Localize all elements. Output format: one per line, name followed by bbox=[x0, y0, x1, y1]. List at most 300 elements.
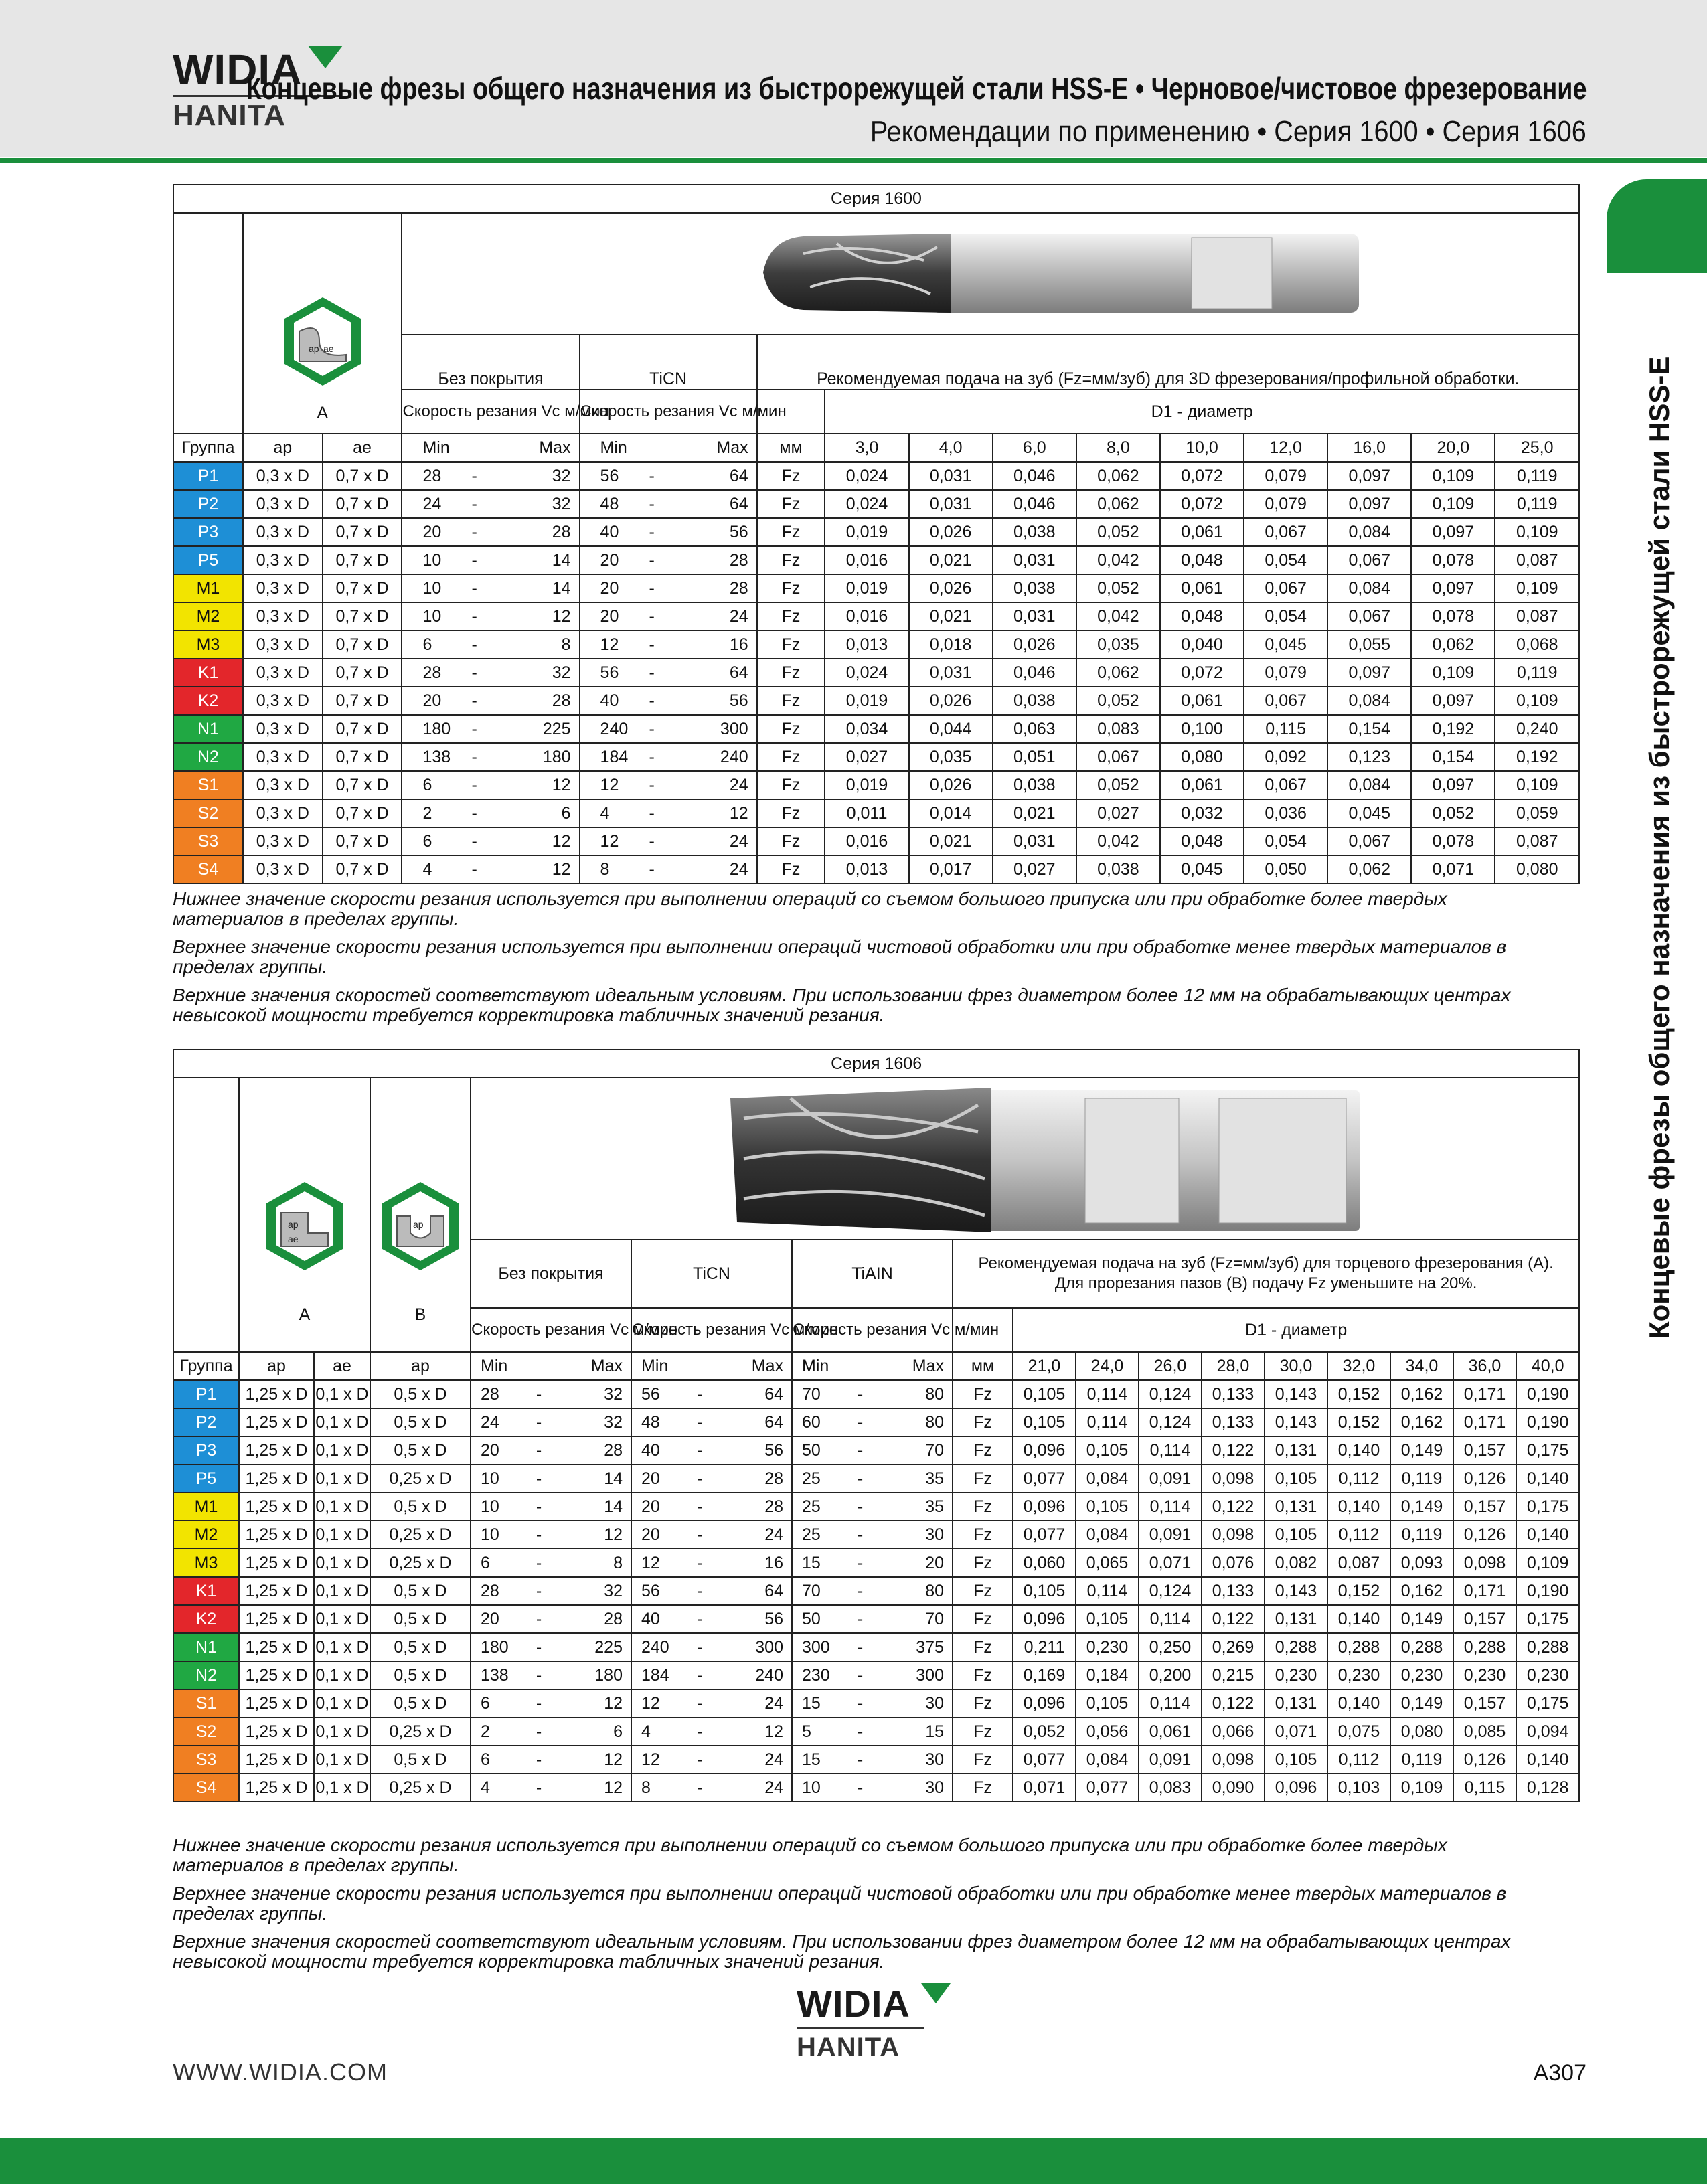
ap-value: 0,3 x D bbox=[243, 602, 323, 631]
feed-value: 0,062 bbox=[1411, 631, 1495, 659]
range-dash: - bbox=[519, 1633, 559, 1661]
material-group-badge: P2 bbox=[173, 1408, 239, 1436]
ap-b-value: 0,25 x D bbox=[370, 1549, 471, 1577]
speed-min: 20 bbox=[631, 1521, 679, 1549]
speed-min: 300 bbox=[792, 1633, 840, 1661]
range-dash: - bbox=[621, 659, 683, 687]
feed-value: 0,096 bbox=[1013, 1436, 1076, 1464]
ap-value: 0,3 x D bbox=[243, 799, 323, 827]
feed-value: 0,169 bbox=[1013, 1661, 1076, 1689]
feed-value: 0,042 bbox=[1076, 546, 1160, 574]
feed-value: 0,013 bbox=[825, 631, 908, 659]
feed-value: 0,019 bbox=[825, 574, 908, 602]
fz-label: Fz bbox=[757, 574, 825, 602]
fz-label: Fz bbox=[757, 631, 825, 659]
material-group-badge: S1 bbox=[173, 771, 243, 799]
diameter-header: 21,0 bbox=[1013, 1352, 1076, 1380]
table-row bbox=[173, 1577, 1579, 1605]
feed-value: 0,192 bbox=[1495, 743, 1579, 771]
fz-label: Fz bbox=[757, 602, 825, 631]
feed-value: 0,114 bbox=[1139, 1689, 1202, 1717]
range-dash: - bbox=[621, 574, 683, 602]
range-dash: - bbox=[679, 1717, 720, 1746]
table-row bbox=[173, 1549, 1579, 1577]
feed-value: 0,013 bbox=[825, 855, 908, 884]
speed-max: 24 bbox=[683, 771, 756, 799]
feed-value: 0,027 bbox=[993, 855, 1076, 884]
feed-value: 0,114 bbox=[1139, 1493, 1202, 1521]
ap-b-value: 0,5 x D bbox=[370, 1746, 471, 1774]
col-ae: ae bbox=[323, 434, 402, 462]
feed-value: 0,230 bbox=[1516, 1661, 1579, 1689]
material-group-badge: N1 bbox=[173, 715, 243, 743]
range-dash: - bbox=[519, 1549, 559, 1577]
speed-label-tialn: Скорость резания Vc м/мин bbox=[792, 1308, 953, 1352]
feed-value: 0,084 bbox=[1076, 1464, 1139, 1493]
speed-min: 20 bbox=[471, 1436, 519, 1464]
speed-min: 20 bbox=[402, 687, 443, 715]
speed-max: 32 bbox=[559, 1408, 631, 1436]
material-group-badge: P3 bbox=[173, 518, 243, 546]
ap-b-value: 0,5 x D bbox=[370, 1380, 471, 1408]
ap-value: 1,25 x D bbox=[239, 1408, 314, 1436]
operation-b-label: B bbox=[414, 1305, 426, 1324]
footer-website-link[interactable]: WWW.WIDIA.COM bbox=[173, 2058, 388, 2086]
range-dash: - bbox=[621, 546, 683, 574]
range-dash: - bbox=[443, 687, 505, 715]
ae-value: 0,1 x D bbox=[314, 1661, 370, 1689]
speed-min: 6 bbox=[402, 631, 443, 659]
speed-min: 6 bbox=[471, 1549, 519, 1577]
range-dash: - bbox=[519, 1493, 559, 1521]
range-dash: - bbox=[840, 1689, 880, 1717]
feed-value: 0,109 bbox=[1516, 1549, 1579, 1577]
col-mm: мм bbox=[757, 434, 825, 462]
feed-value: 0,140 bbox=[1327, 1605, 1390, 1633]
feed-title-line1: Рекомендуемая подача на зуб (Fz=мм/зуб) для торцевого фрезерования (A). bbox=[978, 1254, 1554, 1272]
ae-value: 0,7 x D bbox=[323, 715, 402, 743]
table-row bbox=[173, 518, 1579, 546]
feed-value: 0,114 bbox=[1076, 1577, 1139, 1605]
note-ideal-conditions: Верхние значения скоростей соответствуют идеальным условиям. При использовании фрез диаметром более 12 мм на обрабатывающих центрах невысокой мощности требуется корректировка табличных значений резания. bbox=[173, 1931, 1511, 1972]
ap-value: 1,25 x D bbox=[239, 1549, 314, 1577]
table-row bbox=[173, 743, 1579, 771]
range-dash: - bbox=[679, 1436, 720, 1464]
speed-min: 70 bbox=[792, 1577, 840, 1605]
ae-value: 0,7 x D bbox=[323, 462, 402, 490]
col-group: Группа bbox=[173, 434, 243, 462]
feed-value: 0,109 bbox=[1411, 490, 1495, 518]
range-dash: - bbox=[443, 490, 505, 518]
speed-min: 6 bbox=[471, 1689, 519, 1717]
feed-value: 0,124 bbox=[1139, 1380, 1202, 1408]
feed-value: 0,060 bbox=[1013, 1549, 1076, 1577]
feed-value: 0,027 bbox=[1076, 799, 1160, 827]
range-dash: - bbox=[621, 715, 683, 743]
feed-value: 0,105 bbox=[1076, 1689, 1139, 1717]
feed-value: 0,062 bbox=[1076, 462, 1160, 490]
ap-b-value: 0,5 x D bbox=[370, 1436, 471, 1464]
feed-value: 0,119 bbox=[1495, 490, 1579, 518]
feed-value: 0,045 bbox=[1244, 631, 1327, 659]
diameter-header: 6,0 bbox=[993, 434, 1076, 462]
feed-value: 0,098 bbox=[1202, 1746, 1265, 1774]
fz-label: Fz bbox=[757, 462, 825, 490]
ap-value: 0,3 x D bbox=[243, 659, 323, 687]
speed-max: 35 bbox=[880, 1464, 953, 1493]
feed-value: 0,062 bbox=[1076, 490, 1160, 518]
range-dash: - bbox=[519, 1464, 559, 1493]
feed-value: 0,143 bbox=[1265, 1408, 1327, 1436]
material-group-badge: N2 bbox=[173, 1661, 239, 1689]
speed-min: 10 bbox=[402, 546, 443, 574]
feed-value: 0,230 bbox=[1453, 1661, 1516, 1689]
feed-value: 0,154 bbox=[1411, 743, 1495, 771]
speed-min: 48 bbox=[631, 1408, 679, 1436]
speed-min: 6 bbox=[402, 827, 443, 855]
feed-value: 0,046 bbox=[993, 659, 1076, 687]
feed-value: 0,082 bbox=[1265, 1549, 1327, 1577]
col-max: Max bbox=[880, 1352, 953, 1380]
speed-min: 12 bbox=[580, 827, 621, 855]
material-group-badge: P1 bbox=[173, 462, 243, 490]
speed-min: 184 bbox=[580, 743, 621, 771]
speed-min: 56 bbox=[580, 462, 621, 490]
feed-value: 0,067 bbox=[1244, 687, 1327, 715]
speed-max: 15 bbox=[880, 1717, 953, 1746]
material-group-badge: N1 bbox=[173, 1633, 239, 1661]
speed-min: 60 bbox=[792, 1408, 840, 1436]
speed-max: 16 bbox=[683, 631, 756, 659]
ae-value: 0,1 x D bbox=[314, 1493, 370, 1521]
ap-value: 0,3 x D bbox=[243, 827, 323, 855]
feed-value: 0,109 bbox=[1495, 687, 1579, 715]
table-row bbox=[173, 1717, 1579, 1746]
speed-label-ticn: Скорость резания Vc м/мин bbox=[580, 390, 757, 434]
feed-value: 0,109 bbox=[1495, 771, 1579, 799]
speed-max: 28 bbox=[559, 1605, 631, 1633]
range-dash: - bbox=[519, 1436, 559, 1464]
feed-value: 0,087 bbox=[1495, 827, 1579, 855]
speed-max: 30 bbox=[880, 1774, 953, 1802]
feed-value: 0,016 bbox=[825, 827, 908, 855]
table-row bbox=[173, 1436, 1579, 1464]
feed-value: 0,122 bbox=[1202, 1436, 1265, 1464]
ap-value: 1,25 x D bbox=[239, 1577, 314, 1605]
feed-value: 0,122 bbox=[1202, 1689, 1265, 1717]
table-row bbox=[173, 1464, 1579, 1493]
feed-value: 0,230 bbox=[1390, 1661, 1453, 1689]
range-dash: - bbox=[443, 715, 505, 743]
speed-max: 80 bbox=[880, 1380, 953, 1408]
speed-min: 28 bbox=[471, 1577, 519, 1605]
speed-label-uncoated: Скорость резания Vc м/мин bbox=[471, 1308, 631, 1352]
speed-min: 12 bbox=[631, 1549, 679, 1577]
note-high-speed: Верхнее значение скорости резания используется при выполнении операций чистовой обработки или при обработке менее твердых материалов в пределах группы. bbox=[173, 1883, 1507, 1924]
diameter-header: 30,0 bbox=[1265, 1352, 1327, 1380]
speed-max: 14 bbox=[505, 574, 579, 602]
feed-value: 0,157 bbox=[1453, 1493, 1516, 1521]
feed-value: 0,017 bbox=[909, 855, 993, 884]
feed-value: 0,097 bbox=[1411, 687, 1495, 715]
slotting-icon bbox=[377, 1179, 464, 1273]
table-row bbox=[173, 1633, 1579, 1661]
ap-value: 0,3 x D bbox=[243, 687, 323, 715]
feed-value: 0,149 bbox=[1390, 1605, 1453, 1633]
feed-value: 0,140 bbox=[1516, 1521, 1579, 1549]
feed-value: 0,152 bbox=[1327, 1380, 1390, 1408]
speed-max: 16 bbox=[720, 1549, 792, 1577]
table-row bbox=[173, 799, 1579, 827]
feed-value: 0,105 bbox=[1265, 1521, 1327, 1549]
speed-min: 8 bbox=[631, 1774, 679, 1802]
speed-min: 50 bbox=[792, 1436, 840, 1464]
ap-value: 0,3 x D bbox=[243, 631, 323, 659]
feed-value: 0,094 bbox=[1516, 1717, 1579, 1746]
feed-value: 0,105 bbox=[1013, 1577, 1076, 1605]
table-row bbox=[173, 490, 1579, 518]
material-group-badge: M1 bbox=[173, 574, 243, 602]
ae-value: 0,1 x D bbox=[314, 1774, 370, 1802]
speed-max: 64 bbox=[683, 659, 756, 687]
feed-value: 0,152 bbox=[1327, 1408, 1390, 1436]
feed-value: 0,175 bbox=[1516, 1689, 1579, 1717]
ap-b-value: 0,5 x D bbox=[370, 1661, 471, 1689]
feed-value: 0,052 bbox=[1411, 799, 1495, 827]
speed-min: 4 bbox=[402, 855, 443, 884]
feed-value: 0,067 bbox=[1076, 743, 1160, 771]
feed-value: 0,066 bbox=[1202, 1717, 1265, 1746]
feed-value: 0,046 bbox=[993, 462, 1076, 490]
feed-value: 0,035 bbox=[1076, 631, 1160, 659]
speed-max: 12 bbox=[505, 771, 579, 799]
diameter-header: 3,0 bbox=[825, 434, 908, 462]
footer-bar bbox=[0, 2138, 1707, 2184]
fz-label: Fz bbox=[953, 1408, 1013, 1436]
speed-min: 56 bbox=[580, 659, 621, 687]
range-dash: - bbox=[443, 743, 505, 771]
ae-value: 0,7 x D bbox=[323, 518, 402, 546]
ae-value: 0,7 x D bbox=[323, 659, 402, 687]
range-dash: - bbox=[443, 659, 505, 687]
feed-value: 0,084 bbox=[1076, 1746, 1139, 1774]
feed-value: 0,011 bbox=[825, 799, 908, 827]
feed-value: 0,046 bbox=[993, 490, 1076, 518]
table-row bbox=[173, 574, 1579, 602]
material-group-badge: S3 bbox=[173, 827, 243, 855]
speed-max: 64 bbox=[683, 490, 756, 518]
range-dash: - bbox=[443, 602, 505, 631]
speed-max: 8 bbox=[559, 1549, 631, 1577]
speed-max: 70 bbox=[880, 1605, 953, 1633]
range-dash: - bbox=[840, 1436, 880, 1464]
diameter-header: 25,0 bbox=[1495, 434, 1579, 462]
range-dash: - bbox=[519, 1717, 559, 1746]
svg-text:ap: ap bbox=[308, 343, 319, 354]
col-max: Max bbox=[683, 434, 756, 462]
fz-label: Fz bbox=[953, 1633, 1013, 1661]
ap-value: 0,3 x D bbox=[243, 518, 323, 546]
feed-value: 0,077 bbox=[1013, 1521, 1076, 1549]
speed-min: 56 bbox=[631, 1380, 679, 1408]
feed-value: 0,071 bbox=[1139, 1549, 1202, 1577]
speed-max: 12 bbox=[683, 799, 756, 827]
ap-value: 0,3 x D bbox=[243, 715, 323, 743]
logo-widia-text: WIDIA bbox=[173, 46, 303, 94]
feed-value: 0,154 bbox=[1327, 715, 1411, 743]
speed-max: 14 bbox=[559, 1464, 631, 1493]
range-dash: - bbox=[621, 490, 683, 518]
speed-min: 25 bbox=[792, 1493, 840, 1521]
feed-value: 0,061 bbox=[1160, 574, 1244, 602]
speed-min: 184 bbox=[631, 1661, 679, 1689]
feed-value: 0,211 bbox=[1013, 1633, 1076, 1661]
feed-value: 0,042 bbox=[1076, 827, 1160, 855]
fz-label: Fz bbox=[953, 1436, 1013, 1464]
feed-value: 0,077 bbox=[1013, 1464, 1076, 1493]
speed-max: 64 bbox=[720, 1380, 792, 1408]
feed-value: 0,126 bbox=[1453, 1746, 1516, 1774]
speed-min: 12 bbox=[580, 631, 621, 659]
feed-value: 0,071 bbox=[1013, 1774, 1076, 1802]
ap-value: 1,25 x D bbox=[239, 1689, 314, 1717]
fz-label: Fz bbox=[757, 518, 825, 546]
fz-label: Fz bbox=[757, 659, 825, 687]
ae-value: 0,1 x D bbox=[314, 1605, 370, 1633]
material-group-badge: S2 bbox=[173, 1717, 239, 1746]
speed-max: 20 bbox=[880, 1549, 953, 1577]
speed-min: 20 bbox=[631, 1493, 679, 1521]
speed-max: 32 bbox=[559, 1380, 631, 1408]
feed-value: 0,122 bbox=[1202, 1493, 1265, 1521]
feed-value: 0,230 bbox=[1076, 1633, 1139, 1661]
feed-value: 0,024 bbox=[825, 462, 908, 490]
feed-value: 0,083 bbox=[1076, 715, 1160, 743]
ae-value: 0,1 x D bbox=[314, 1380, 370, 1408]
speed-min: 2 bbox=[471, 1717, 519, 1746]
feed-value: 0,071 bbox=[1265, 1717, 1327, 1746]
feed-value: 0,027 bbox=[825, 743, 908, 771]
feed-value: 0,051 bbox=[993, 743, 1076, 771]
material-group-badge: M2 bbox=[173, 1521, 239, 1549]
material-group-badge: S4 bbox=[173, 1774, 239, 1802]
material-group-badge: S2 bbox=[173, 799, 243, 827]
speed-min: 48 bbox=[580, 490, 621, 518]
feed-value: 0,140 bbox=[1327, 1493, 1390, 1521]
operation-a-label: A bbox=[299, 1305, 311, 1324]
range-dash: - bbox=[621, 602, 683, 631]
ae-value: 0,7 x D bbox=[323, 602, 402, 631]
material-group-badge: S3 bbox=[173, 1746, 239, 1774]
speed-max: 56 bbox=[720, 1605, 792, 1633]
fz-label: Fz bbox=[953, 1493, 1013, 1521]
feed-value: 0,085 bbox=[1453, 1717, 1516, 1746]
material-group-badge: P2 bbox=[173, 490, 243, 518]
feed-value: 0,100 bbox=[1160, 715, 1244, 743]
fz-label: Fz bbox=[757, 771, 825, 799]
end-mill-1606-image bbox=[523, 1078, 1527, 1239]
range-dash: - bbox=[840, 1577, 880, 1605]
feed-value: 0,087 bbox=[1495, 546, 1579, 574]
ap-value: 1,25 x D bbox=[239, 1464, 314, 1493]
diameter-header: 24,0 bbox=[1076, 1352, 1139, 1380]
speed-max: 240 bbox=[720, 1661, 792, 1689]
range-dash: - bbox=[679, 1408, 720, 1436]
speed-max: 32 bbox=[505, 462, 579, 490]
speed-max: 6 bbox=[505, 799, 579, 827]
speed-min: 10 bbox=[471, 1464, 519, 1493]
speed-min: 15 bbox=[792, 1549, 840, 1577]
range-dash: - bbox=[621, 827, 683, 855]
speed-max: 12 bbox=[559, 1521, 631, 1549]
feed-value: 0,109 bbox=[1495, 518, 1579, 546]
feed-value: 0,230 bbox=[1327, 1661, 1390, 1689]
speed-min: 40 bbox=[631, 1605, 679, 1633]
feed-value: 0,119 bbox=[1495, 659, 1579, 687]
col-min: Min bbox=[402, 434, 505, 462]
speed-max: 24 bbox=[683, 602, 756, 631]
material-group-badge: M3 bbox=[173, 631, 243, 659]
feed-value: 0,109 bbox=[1495, 574, 1579, 602]
speed-min: 5 bbox=[792, 1717, 840, 1746]
col-mm: мм bbox=[953, 1352, 1013, 1380]
ap-value: 1,25 x D bbox=[239, 1774, 314, 1802]
ae-value: 0,7 x D bbox=[323, 743, 402, 771]
feed-value: 0,105 bbox=[1265, 1746, 1327, 1774]
speed-min: 28 bbox=[402, 659, 443, 687]
feed-value: 0,200 bbox=[1139, 1661, 1202, 1689]
feed-value: 0,157 bbox=[1453, 1605, 1516, 1633]
ap-b-value: 0,5 x D bbox=[370, 1689, 471, 1717]
feed-value: 0,149 bbox=[1390, 1436, 1453, 1464]
range-dash: - bbox=[679, 1746, 720, 1774]
feed-value: 0,048 bbox=[1160, 602, 1244, 631]
feed-value: 0,042 bbox=[1076, 602, 1160, 631]
ap-b-value: 0,5 x D bbox=[370, 1577, 471, 1605]
range-dash: - bbox=[679, 1774, 720, 1802]
feed-value: 0,038 bbox=[993, 687, 1076, 715]
feed-value: 0,038 bbox=[993, 518, 1076, 546]
feed-title: Рекомендуемая подача на зуб (Fz=мм/зуб) для 3D фрезерования/профильной обработки. bbox=[757, 335, 1579, 390]
ap-value: 0,3 x D bbox=[243, 490, 323, 518]
ap-value: 1,25 x D bbox=[239, 1717, 314, 1746]
table-row bbox=[173, 1521, 1579, 1549]
feed-value: 0,061 bbox=[1139, 1717, 1202, 1746]
feed-value: 0,083 bbox=[1139, 1774, 1202, 1802]
feed-value: 0,175 bbox=[1516, 1493, 1579, 1521]
diameter-header: 36,0 bbox=[1453, 1352, 1516, 1380]
feed-value: 0,031 bbox=[993, 827, 1076, 855]
feed-value: 0,079 bbox=[1244, 659, 1327, 687]
material-group-badge: K1 bbox=[173, 659, 243, 687]
range-dash: - bbox=[679, 1577, 720, 1605]
feed-value: 0,065 bbox=[1076, 1549, 1139, 1577]
feed-value: 0,044 bbox=[909, 715, 993, 743]
speed-min: 10 bbox=[471, 1493, 519, 1521]
feed-value: 0,133 bbox=[1202, 1408, 1265, 1436]
feed-value: 0,133 bbox=[1202, 1380, 1265, 1408]
feed-value: 0,076 bbox=[1202, 1549, 1265, 1577]
feed-value: 0,061 bbox=[1160, 518, 1244, 546]
feed-value: 0,087 bbox=[1327, 1549, 1390, 1577]
ae-value: 0,1 x D bbox=[314, 1408, 370, 1436]
feed-value: 0,080 bbox=[1160, 743, 1244, 771]
col-min: Min bbox=[471, 1352, 559, 1380]
range-dash: - bbox=[679, 1380, 720, 1408]
feed-value: 0,067 bbox=[1327, 827, 1411, 855]
feed-value: 0,171 bbox=[1453, 1577, 1516, 1605]
ae-value: 0,7 x D bbox=[323, 631, 402, 659]
